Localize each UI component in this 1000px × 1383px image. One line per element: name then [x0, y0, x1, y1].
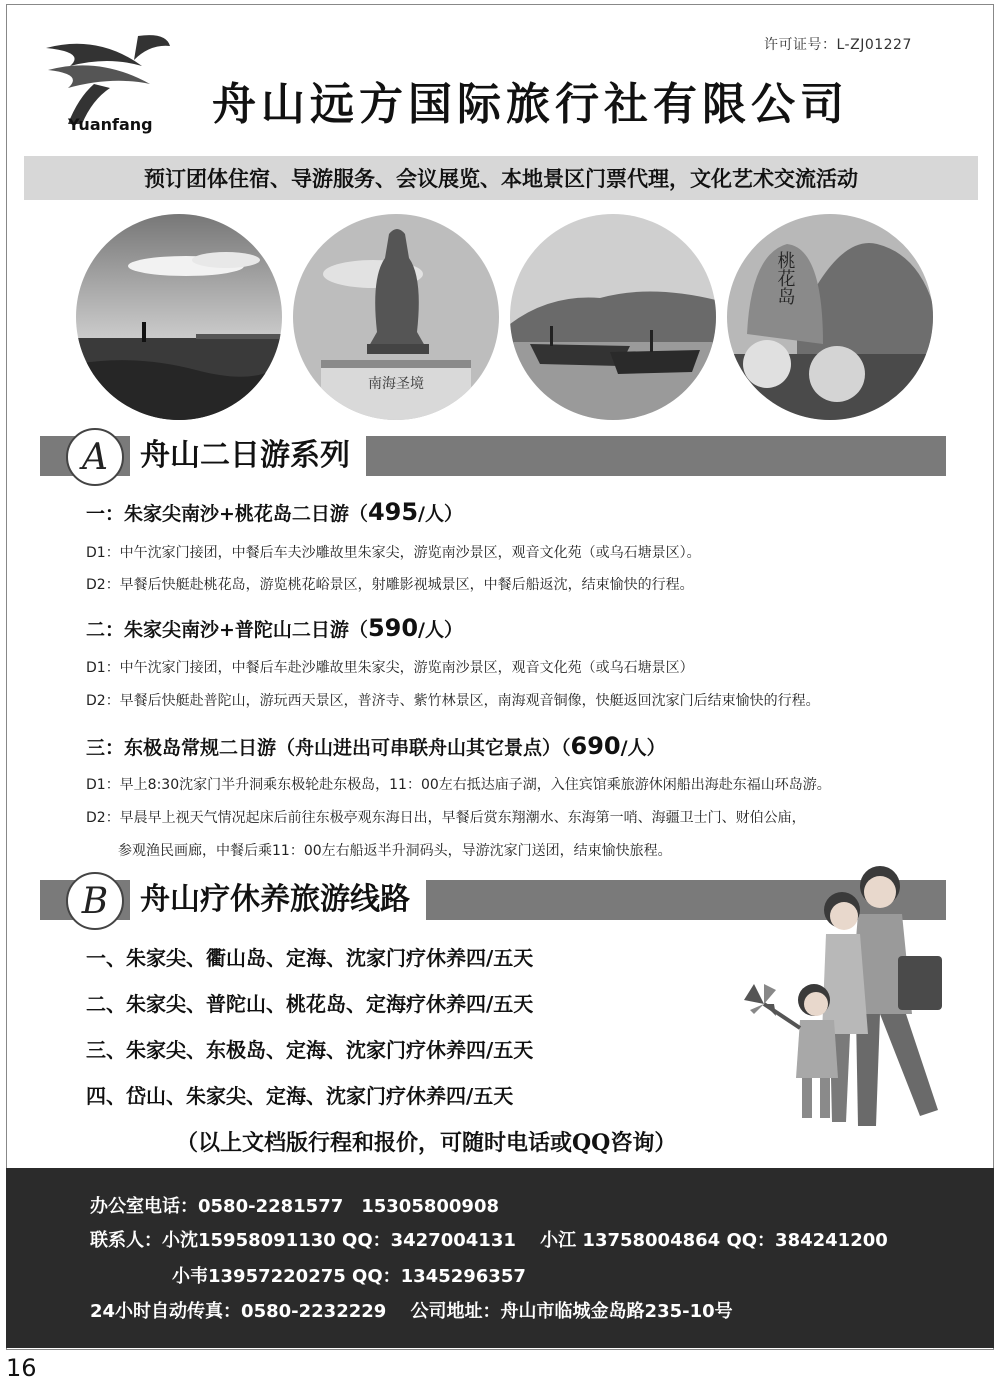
section-a-badge: A	[66, 428, 124, 486]
tour-2-price: 590	[367, 614, 419, 642]
guanyin-caption: 南海圣境	[368, 376, 424, 392]
tour-2-day-1: D1：中午沈家门接团，中餐后车赴沙雕故里朱家尖，游览南沙景区，观音文化苑（或乌石塘景区）	[86, 660, 694, 676]
tour-3-heading: 三：东极岛常规二日游（舟山进出可串联舟山其它景点）（690/人）	[86, 732, 666, 760]
photo-guanyin-statue	[293, 214, 499, 420]
tour-1-day-1: D1：中午沈家门接团，中餐后车夫沙雕故里朱家尖，游览南沙景区，观音文化苑（或乌石塘景区）。	[86, 545, 701, 561]
services-banner	[24, 156, 978, 200]
company-logo	[38, 26, 178, 134]
license-number: 许可证号：L-ZJ01227	[764, 37, 912, 53]
photo-taohua-rock	[727, 214, 933, 420]
tour-3-day-1: D1：早上8:30沈家门半升洞乘东极轮赴东极岛，11：00左右抵达庙子湖，入住宾馆乘旅游休闲船出海赴东福山环岛游。	[86, 777, 831, 793]
contact-line-2: 小韦13957220275 QQ：1345296357	[172, 1266, 526, 1287]
tour-1-heading: 一：朱家尖南沙+桃花岛二日游（495/人）	[86, 498, 464, 526]
page-number: 16	[6, 1354, 37, 1382]
route-2: 二、朱家尖、普陀山、桃花岛、定海疗休养四/五天	[86, 992, 534, 1016]
section-b-badge: B	[66, 872, 124, 930]
fax-and-address: 24小时自动传真：0580-2232229 公司地址：舟山市临城金岛路235-10号	[90, 1301, 733, 1322]
photo-sea-view	[76, 214, 282, 420]
tour-1-day-2: D2：早餐后快艇赴桃花岛，游览桃花峪景区，射雕影视城景区，中餐后船返沈，结束愉快的行程。	[86, 577, 694, 593]
services-text: 预订团体住宿、导游服务、会议展览、本地景区门票代理，文化艺术交流活动	[144, 166, 858, 191]
office-phone: 办公室电话：0580-2281577 15305800908	[90, 1196, 500, 1217]
photo-harbor-boats	[510, 214, 716, 420]
route-3: 三、朱家尖、东极岛、定海、沈家门疗休养四/五天	[86, 1038, 534, 1062]
tour-2-heading: 二：朱家尖南沙+普陀山二日游（590/人）	[86, 614, 464, 642]
route-4: 四、岱山、朱家尖、定海、沈家门疗休养四/五天	[86, 1084, 514, 1108]
taohua-caption: 桃花岛	[774, 251, 796, 305]
tour-3-price: 690	[570, 732, 621, 760]
section-b-title: 舟山疗休养旅游线路	[130, 880, 426, 920]
tour-2-day-2: D2：早餐后快艇赴普陀山，游玩西天景区，普济寺、紫竹林景区，南海观音铜像，快艇返回沈家门后结束愉快的行程。	[86, 693, 820, 709]
tour-3-day-2: D2：早晨早上视天气情况起床后前往东极亭观东海日出，早餐后赏东翔潮水、东海第一哨、海疆卫士门、财伯公庙，	[86, 810, 806, 826]
section-a-title: 舟山二日游系列	[130, 436, 366, 476]
logo-text: Yuanfang	[68, 115, 153, 134]
contact-line-1: 联系人：小沈15958091130 QQ：3427004131 小江 13758004864 QQ：384241200	[90, 1230, 888, 1251]
route-1: 一、朱家尖、衢山岛、定海、沈家门疗休养四/五天	[86, 946, 534, 970]
tour-1-price: 495	[367, 498, 419, 526]
company-name: 舟山远方国际旅行社有限公司	[212, 79, 849, 130]
consult-note: （以上文档版行程和报价，可随时电话或QQ咨询）	[176, 1130, 677, 1156]
family-illustration	[730, 864, 960, 1144]
tour-3-day-2-cont: 参观渔民画廊，中餐后乘11：00左右船返半升洞码头，导游沈家门送团，结束愉快旅程。	[118, 843, 672, 859]
